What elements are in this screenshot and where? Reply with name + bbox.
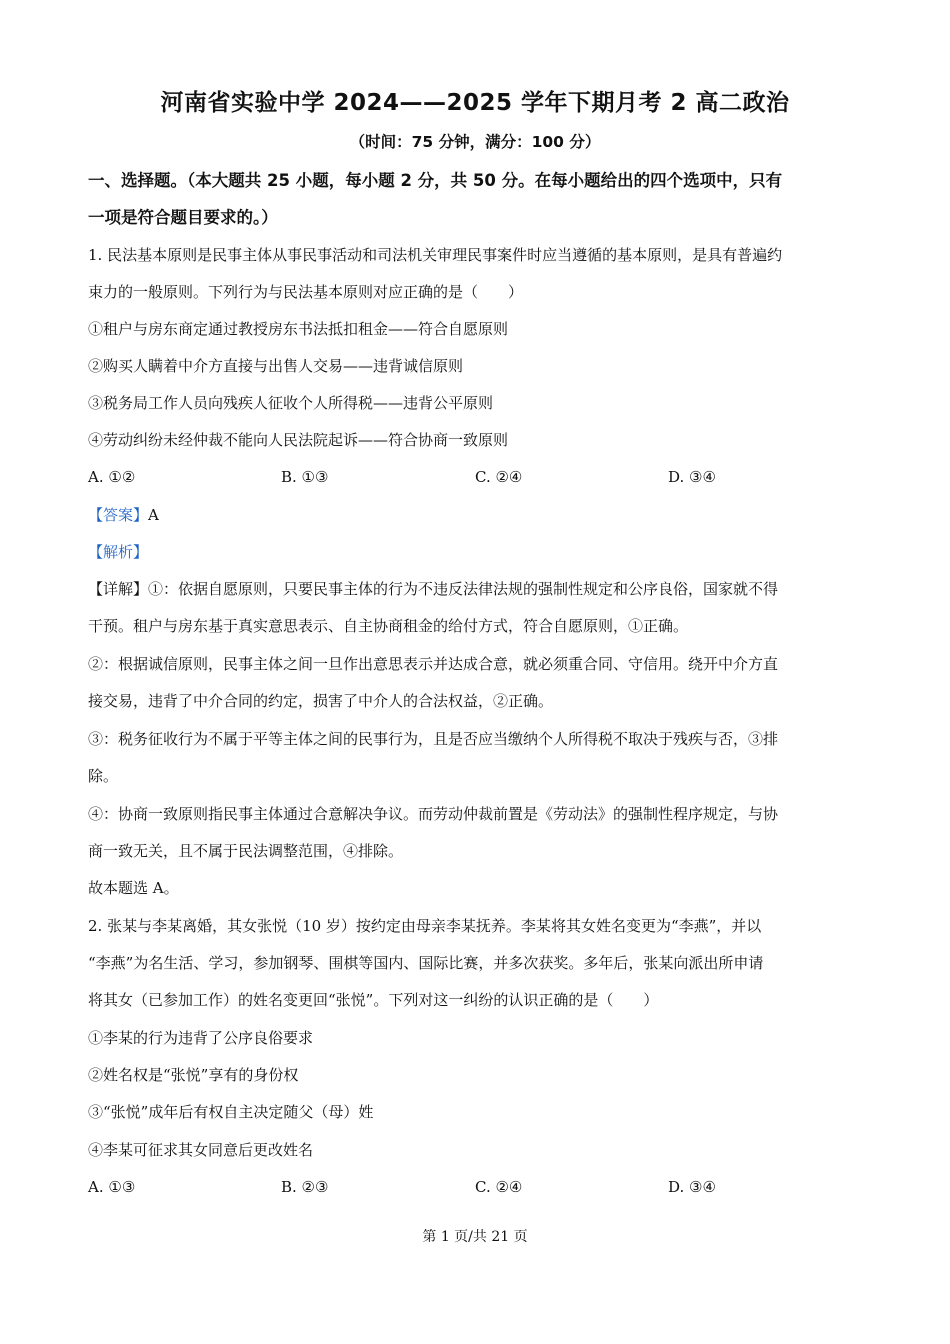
q1-detail-line7: ④：协商一致原则指民事主体通过合意解决争议。而劳动仲裁前置是《劳动法》的强制性程序规定，与协	[88, 805, 779, 823]
page-footer: 第 1 页/共 21 页	[422, 1229, 528, 1245]
q2-option-b: B. ②③	[281, 1178, 329, 1196]
q1-detail-line8: 商一致无关，且不属于民法调整范围，④排除。	[88, 842, 404, 860]
q2-stem-line3: 将其女（已参加工作）的姓名变更回“张悦”。下列对这一纠纷的认识正确的是（ ）	[88, 991, 659, 1009]
detail-tag: 【详解】	[88, 580, 149, 598]
q2-option-c: C. ②④	[475, 1178, 523, 1196]
q1-item-2: ②购买人瞒着中介方直接与出售人交易——违背诚信原则	[88, 357, 464, 375]
section-heading-line1: 一、选择题。（本大题共 25 小题，每小题 2 分，共 50 分。在每小题给出的四个选项中，只有	[88, 171, 783, 190]
q1-item-3: ③税务局工作人员向残疾人征收个人所得税——违背公平原则	[88, 394, 494, 412]
q1-item-4: ④劳动纠纷未经仲裁不能向人民法院起诉——符合协商一致原则	[88, 431, 509, 449]
page-title: 河南省实验中学 2024——2025 学年下期月考 2 高二政治	[160, 90, 790, 116]
q1-detail-line2: 干预。租户与房东基于真实意思表示、自主协商租金的给付方式，符合自愿原则，①正确。	[88, 617, 689, 635]
q2-item-1: ①李某的行为违背了公序良俗要求	[88, 1029, 314, 1047]
q1-item-1: ①租户与房东商定通过教授房东书法抵扣租金——符合自愿原则	[88, 320, 509, 338]
q1-stem-line2: 束力的一般原则。下列行为与民法基本原则对应正确的是（ ）	[88, 283, 524, 301]
exam-time-score: （时间：75 分钟，满分：100 分）	[349, 133, 601, 151]
q1-detail-line4: 接交易，违背了中介合同的约定，损害了中介人的合法权益，②正确。	[88, 692, 554, 710]
analysis-tag: 【解析】	[88, 543, 149, 561]
section-heading-line2: 一项是符合题目要求的。）	[88, 208, 278, 227]
q1-answer	[88, 505, 868, 525]
q2-option-a: A. ①③	[88, 1178, 136, 1196]
q2-stem-line2: “李燕”为名生活、学习，参加钢琴、围棋等国内、国际比赛，并多次获奖。多年后，张某向派出所申请	[88, 954, 764, 972]
q1-analysis	[88, 542, 868, 562]
detail-text: ①：依据自愿原则，只要民事主体的行为不违反法律法规的强制性规定和公序良俗，国家就不得	[148, 580, 779, 598]
q1-option-b: B. ①③	[281, 468, 329, 486]
q2-option-d: D. ③④	[668, 1178, 716, 1196]
q1-detail-line5: ③：税务征收行为不属于平等主体之间的民事行为，且是否应当缴纳个人所得税不取决于残疾与否，③排	[88, 730, 779, 748]
q2-stem-line1: 2. 张某与李某离婚，其女张悦（10 岁）按约定由母亲李某抚养。李某将其女姓名变更为“李燕”，并以	[88, 917, 762, 935]
q1-option-c: C. ②④	[475, 468, 523, 486]
q1-detail-line1	[88, 579, 868, 599]
q1-option-d: D. ③④	[668, 468, 716, 486]
q1-detail-line3: ②：根据诚信原则，民事主体之间一旦作出意思表示并达成合意，就必须重合同、守信用。绕开中介方直	[88, 655, 779, 673]
q2-item-4: ④李某可征求其女同意后更改姓名	[88, 1141, 314, 1159]
answer-tag: 【答案】	[88, 506, 149, 524]
q1-option-a: A. ①②	[88, 468, 136, 486]
q2-item-3: ③“张悦”成年后有权自主决定随父（母）姓	[88, 1103, 374, 1121]
q1-conclusion: 故本题选 A。	[88, 879, 179, 897]
answer-value: A	[148, 506, 159, 524]
q1-detail-line6: 除。	[88, 767, 119, 785]
q1-stem-line1: 1. 民法基本原则是民事主体从事民事活动和司法机关审理民事案件时应当遵循的基本原则，是具有普遍约	[88, 246, 783, 264]
q2-item-2: ②姓名权是“张悦”享有的身份权	[88, 1066, 299, 1084]
